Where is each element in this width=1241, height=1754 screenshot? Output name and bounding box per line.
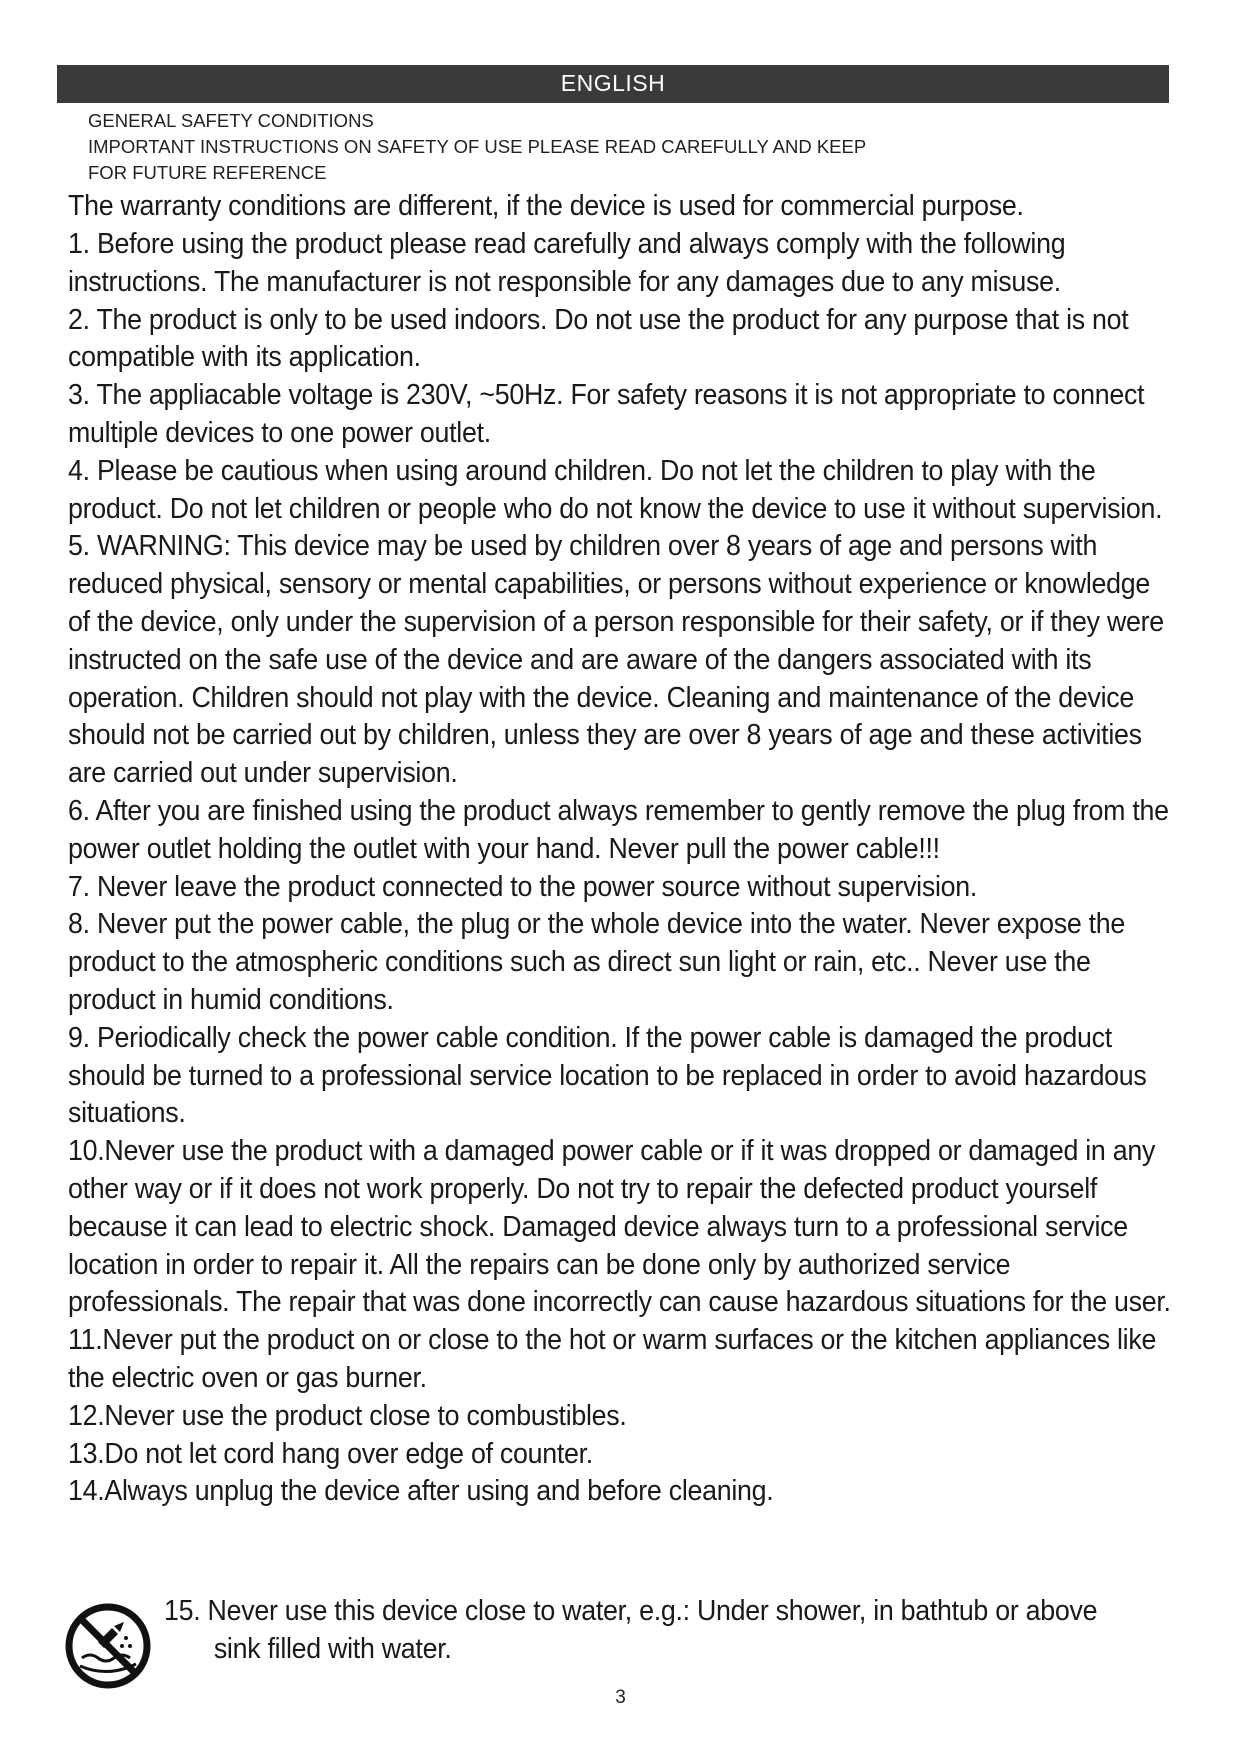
instruction-item: 9. Periodically check the power cable condition. If the power cable is damaged the product should be turned to a professional service location to be replaced in order to avoid hazardous situations.	[68, 1021, 1147, 1130]
instruction-item: 3. The appliacable voltage is 230V, ~50Hz. For safety reasons it is not appropriate to connect multiple devices to one power outlet.	[68, 379, 1145, 449]
warranty-note: The warranty conditions are different, if the device is used for commercial purpose.	[68, 190, 1024, 222]
language-label: ENGLISH	[560, 70, 666, 96]
header-line: GENERAL SAFETY CONDITIONS	[88, 110, 374, 131]
instruction-item-15	[0, 1592, 1241, 1682]
instruction-line: sink filled with water.	[213, 1633, 452, 1665]
instruction-item: 2. The product is only to be used indoors. Do not use the product for any purpose that is not compatible with its application.	[68, 303, 1129, 374]
instruction-item: 5. WARNING: This device may be used by children over 8 years of age and persons with reduced physical, sensory or mental capabilities, or persons without experience or knowledge of the device, only under the supervision of a person responsible for their safety, or if they were instructed on the safe use of the device and are aware of the dangers associated with its operation. Children should not play with the device. Cleaning and maintenance of the device should not be carried out by children, unless they are over 8 years of age and these activities are carried out under supervision.	[68, 530, 1164, 790]
instruction-item: 11.Never put the product on or close to the hot or warm surfaces or the kitchen appliances like the electric oven or gas burner.	[68, 1324, 1157, 1394]
instruction-item: 14.Always unplug the device after using and before cleaning.	[68, 1475, 774, 1508]
page-number: 3	[615, 1687, 626, 1708]
language-banner	[57, 65, 1169, 103]
instruction-item: 4. Please be cautious when using around children. Do not let the children to play with the product. Do not let children or people who do not know the device to use it without supervision.	[68, 454, 1163, 525]
safety-header	[88, 108, 1088, 186]
header-line: IMPORTANT INSTRUCTIONS ON SAFETY OF USE PLEASE READ CAREFULLY AND KEEP	[88, 136, 867, 157]
instruction-item: 1. Before using the product please read carefully and always comply with the following instructions. The manufacturer is not responsible for any damages due to any misuse.	[68, 228, 1066, 298]
safety-instructions-list	[68, 226, 1177, 1511]
instruction-item: 12.Never use the product close to combustibles.	[68, 1399, 627, 1432]
instruction-line: 15. Never use this device close to water, e.g.: Under shower, in bathtub or above	[164, 1595, 1098, 1627]
instruction-item: 6. After you are finished using the product always remember to gently remove the plug from the power outlet holding the outlet with your hand. Never pull the power cable!!!	[68, 794, 1169, 865]
header-line: FOR FUTURE REFERENCE	[88, 162, 327, 183]
instruction-item: 10.Never use the product with a damaged power cable or if it was dropped or damaged in any other way or if it does not work properly. Do not try to repair the defected product yourself because it can lead to electric shock. Damaged device always turn to a professional service location in order to repair it. All the repairs can be done only by authorized service professionals. The repair that was done incorrectly can cause hazardous situations for the user.	[68, 1135, 1171, 1319]
instruction-item: 13.Do not let cord hang over edge of counter.	[68, 1437, 593, 1470]
instruction-item: 8. Never put the power cable, the plug or the whole device into the water. Never expose the product to the atmospheric conditions such as direct sun light or rain, etc.. Never use the product in humid conditions.	[68, 908, 1126, 1016]
instruction-item-15-text	[164, 1592, 1198, 1668]
instruction-item: 7. Never leave the product connected to the power source without supervision.	[68, 870, 978, 903]
